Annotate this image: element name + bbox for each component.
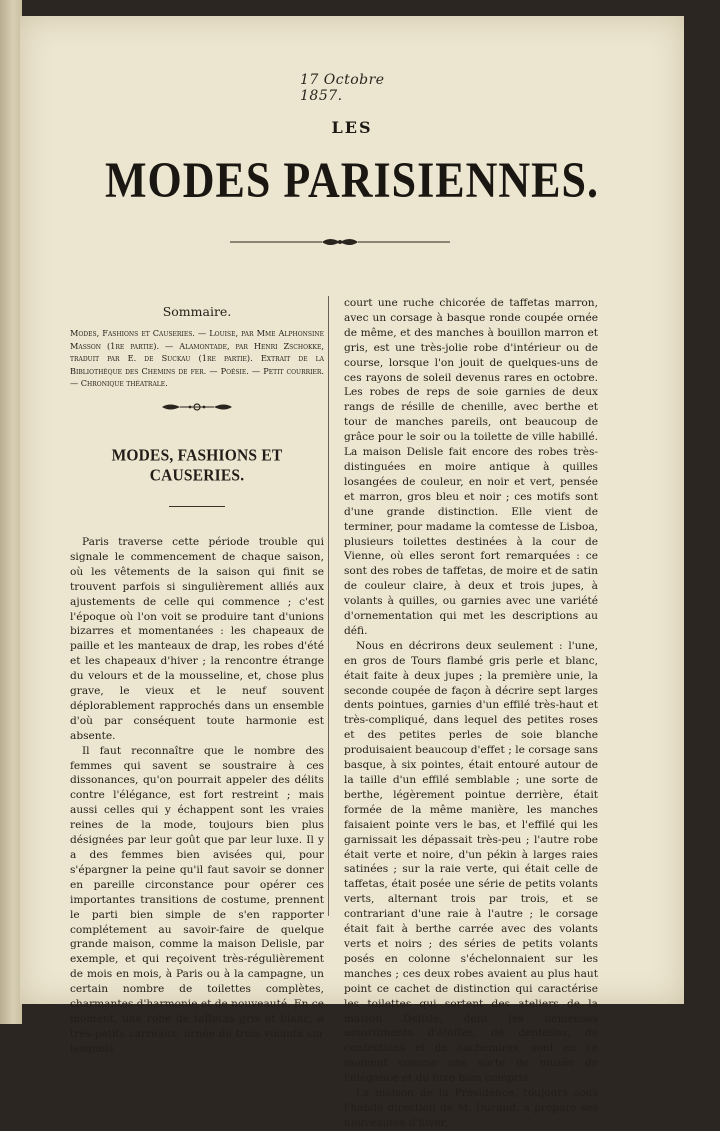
masthead-ornament-rule xyxy=(230,236,450,248)
sommaire-contents: Modes, Fashions et Causeries. — Louise, par Mme Alphonsine Masson (1re partie). — Alamontade, par Henri Zschokke, traduit par E. de Suckau (1re partie). Extrait de la Bibliothèque des Chemins de fer. — Poésie. — Petit courrier. — Chronique théatrale. xyxy=(70,328,324,389)
article-paragraph: La maison de la Présidence, toujours sous l'habile direction de M. Durand, a préparé ses nouveautés d'hiver, xyxy=(344,1087,598,1129)
issue-date: 17 Octobre 1857. xyxy=(300,72,385,104)
article-paragraph: Nous en décrirons deux seulement : l'une, en gros de Tours flambé gris perle et blanc, était faite à deux jupes ; la première unie, la seconde coupée de façon à décrire sept larges dents pointues, garnies d'un effilé très-haut et très-compliqué, dans lequel des petites roses et des petites perles de soie blanche produisaient beaucoup d'effet ; le corsage sans basque, à six pointes, était entouré autour de la taille d'un effilé semblable ; une sorte de berthe, légèrement pointue derrière, était formée de la même manière, les manches faisaient pointe vers le bas, et l'effilé qui les garnissait les dépassait très-peu ; l'autre robe était verte et noire, d'un pékin à larges raies satinées ; sur la raie verte, qui était celle de taffetas, était posée une série de petits volants verts, alternant trois par trois, et se contrariant d'une raie à l'autre ; le corsage était fait à berthe carrée avec des volants verts et noirs ; des séries de petits volants posés en colonne s'échelonnaient sur les manches ; ces deux robes avaient au plus haut point ce cachet de distinction qui caractérise les toilettes qui sortent des ateliers de la maison Delisle, dont les immenses assortiments d'étoffes, de dentelles, de confections et de cachemires, sont en ce moment comme une sorte de musée de l'élégance et du luxe bien compris. xyxy=(344,639,598,1085)
article-paragraph: court une ruche chicorée de taffetas marron, avec un corsage à basque ronde coupée ornée de même, et des manches à bouillon marron et gris, est une très-jolie robe d'intérieur ou de course, lorsque l'on jouit de quelques-uns de ces rayons de soleil devenus rares en octobre. Les robes de reps de soie garnies de deux rangs de résille de chenille, avec berthe et tour de manches pareils, ont beaucoup de grâce pour le soir ou la toilette de ville habillé. La maison Delisle fait encore des robes très-distinguées en moire antique à quilles losangées de couleur, en noir et vert, pensée et marron, gros bleu et noir ; ces motifs sont d'une grande distinction. Elle vient de terminer, pour madame la comtesse de Lisboa, plusieurs toilettes destinées à la cour de Vienne, où elles seront fort remarquées : ce sont des robes de taffetas, de moire et de satin de couleur claire, à deux et trois jupes, à volants à quilles, ou garnies avec une variété d'ornementation qui met les descriptions au défi. xyxy=(344,297,598,637)
masthead-title: MODES PARISIENNES. xyxy=(105,152,599,209)
section-rule xyxy=(169,506,225,507)
right-column xyxy=(344,296,598,1131)
sommaire-heading: Sommaire. xyxy=(162,304,232,319)
left-column xyxy=(70,304,324,1057)
section-ornament xyxy=(160,402,234,412)
facing-page-edge xyxy=(0,0,22,1024)
article-paragraph: Il faut reconnaître que le nombre des femmes qui savent se soustraire à ces dissonances, qu'on pourrait appeler des délits contre l'élégance, est fort restreint ; mais aussi celles qui y échappent sont les vraies reines de la mode, toujours bien plus désignées par leur goût que par leur luxe. Il y a des femmes bien avisées qui, pour s'épargner la peine qu'il faut savoir se donner en pareille circonstance pour opérer ces importantes transitions de costume, prennent le parti bien simple de s'en rapporter complétement au savoir-faire de quelque grande maison, comme la maison Delisle, par exemple, et qui reçoivent très-régulièrement de mois en mois, à Paris ou à la campagne, un certain nombre de toilettes complètes, charmantes d'harmonie et de nouveauté. En ce moment, une robe de taffetas gris et blanc, à très-petits carreaux, ornée de trois volants sur lesquels xyxy=(70,744,324,1055)
column-divider xyxy=(328,296,329,916)
masthead-article: LES xyxy=(331,118,373,137)
section-heading: MODES, FASHIONS ET CAUSERIES. xyxy=(111,446,283,485)
article-paragraph: Paris traverse cette période trouble qui signale le commencement de chaque saison, où les vêtements de la saison qui finit se trouvent parfois si singulièrement alliés aux ajustements de celle qui commence ; c'est l'époque où l'on voit se produire tant d'unions bizarres et momentanées : les chapeaux de paille et les manteaux de drap, les robes d'été et les chapeaux d'hiver ; la rencontre étrange du velours et de la mousseline, et, chose plus grave, le vieux et le neuf souvent déplorablement rapprochés dans un ensemble d'où par conséquent toute harmonie est absente. xyxy=(70,535,324,742)
